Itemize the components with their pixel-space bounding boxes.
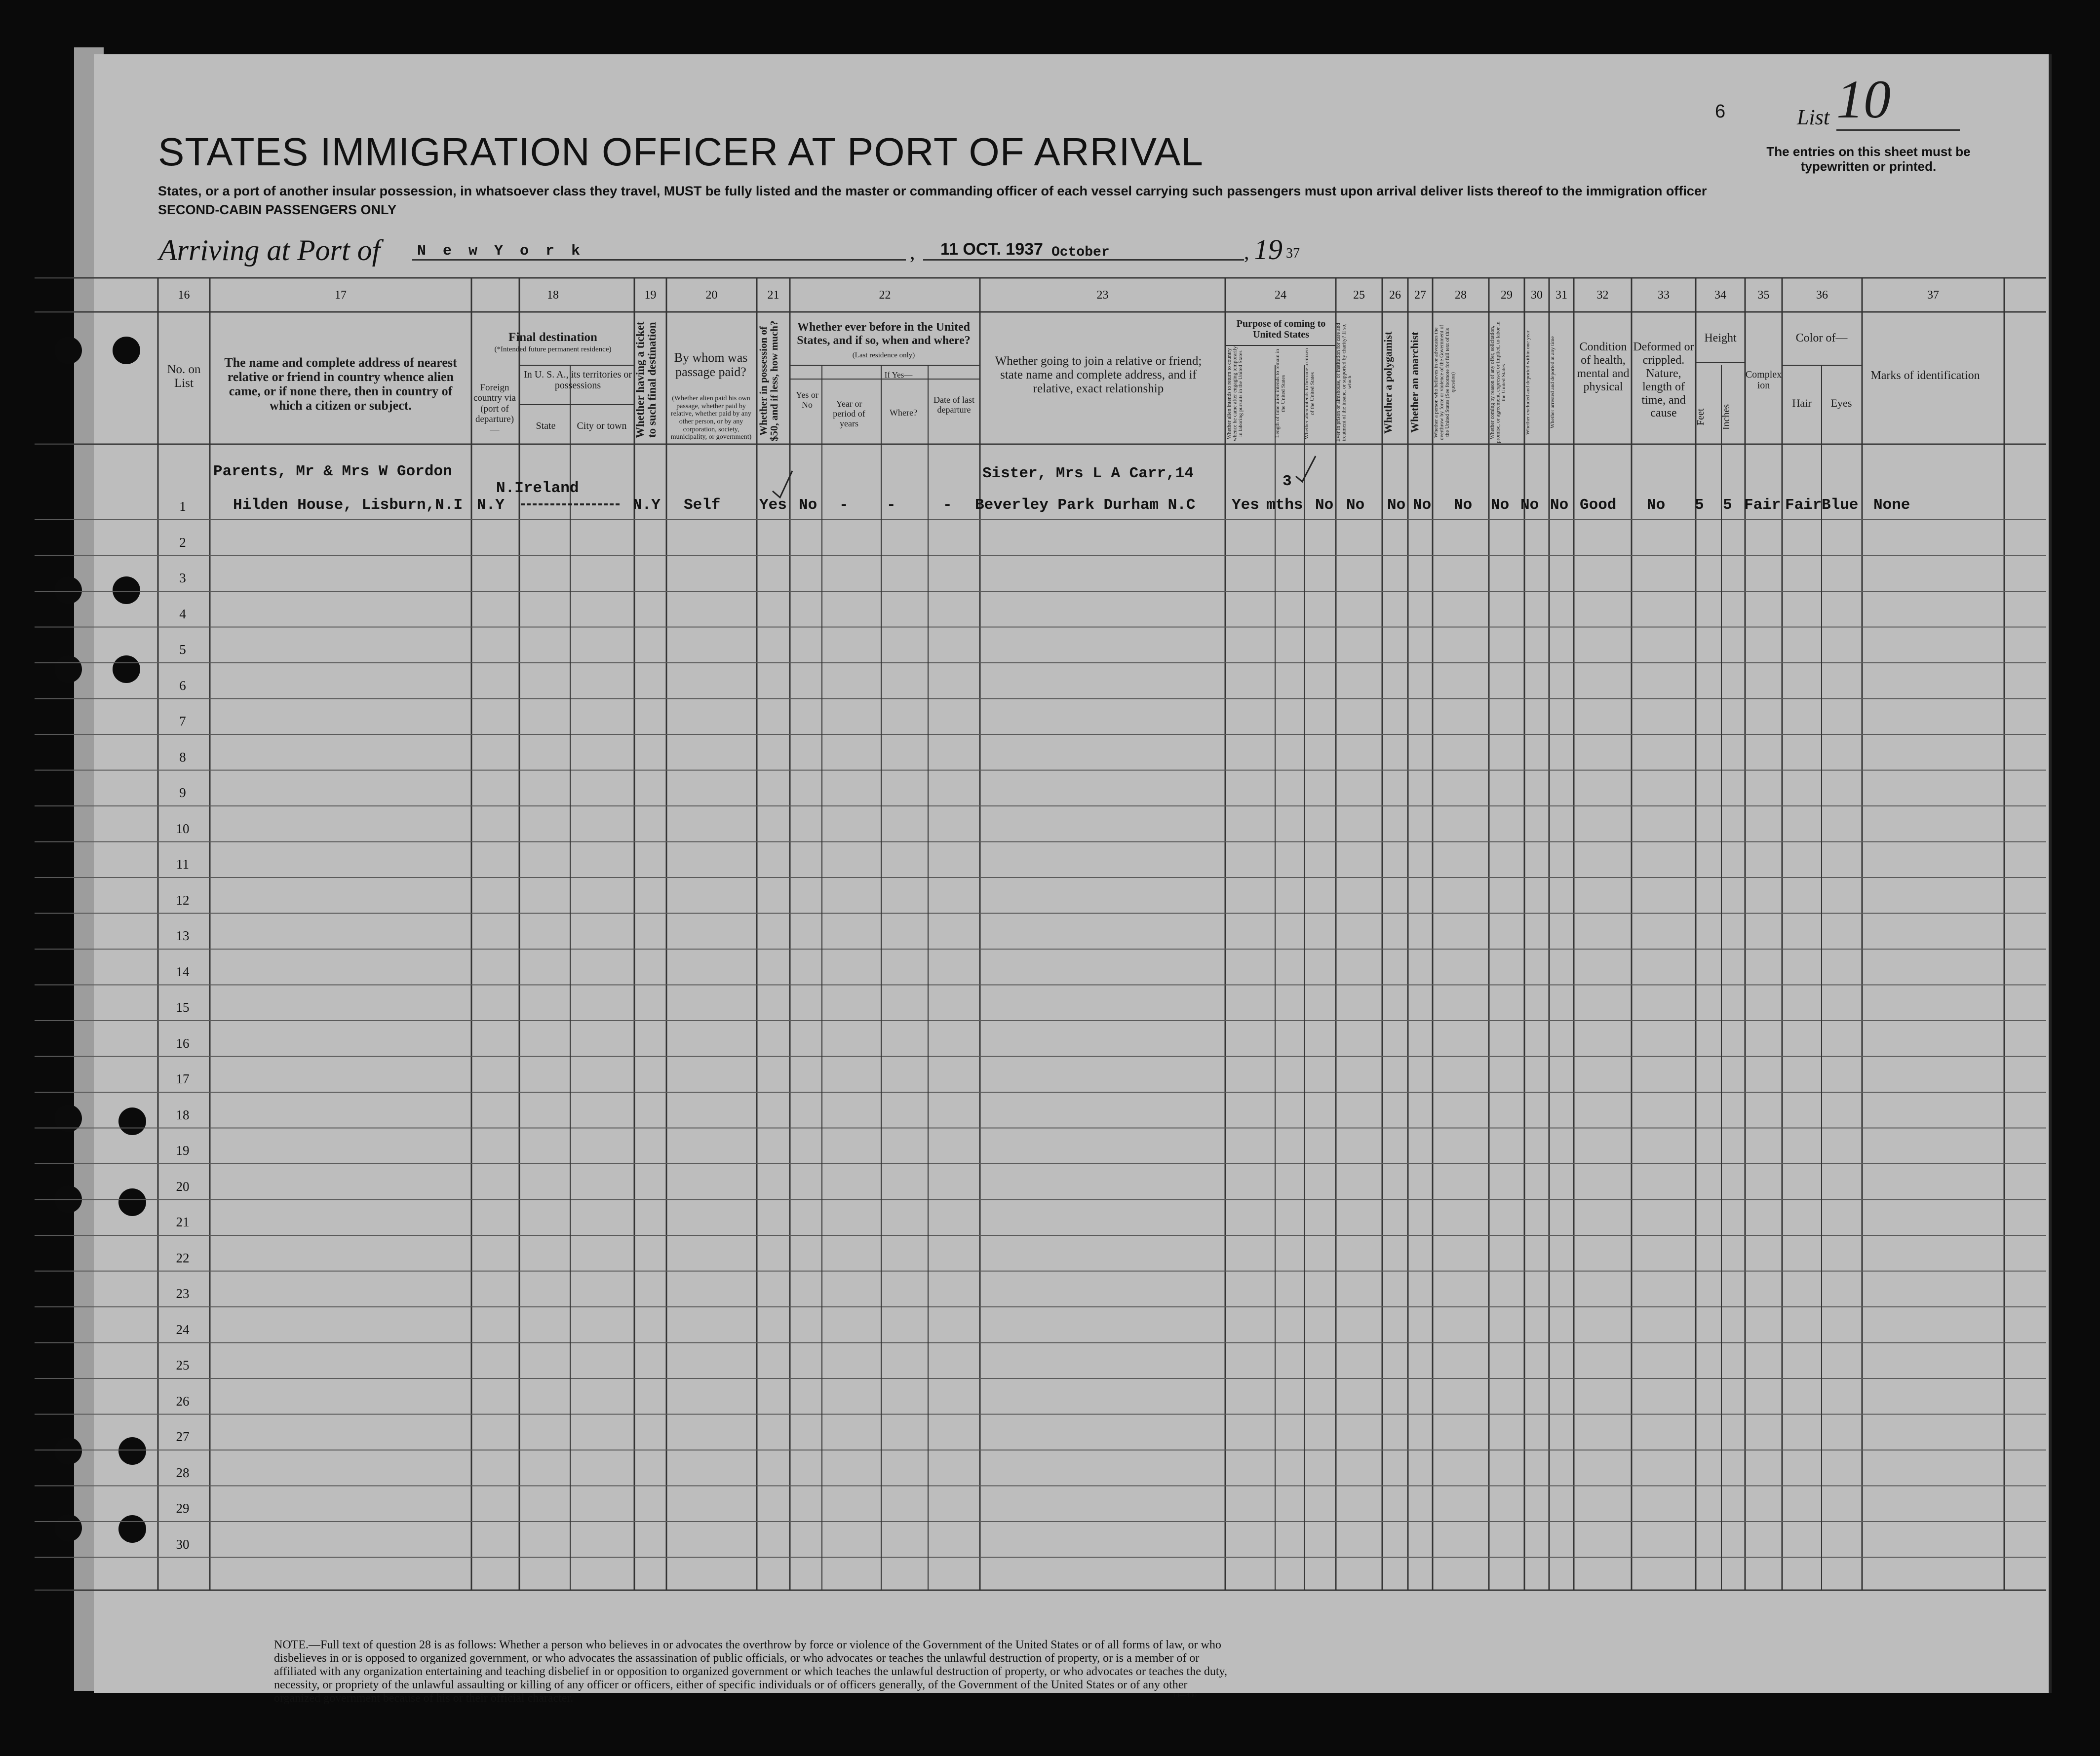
intend-citizen-value: No (1315, 496, 1334, 514)
column-number: 23 (1096, 289, 1109, 302)
row-number: 11 (176, 857, 189, 872)
excluded-value: No (1520, 496, 1539, 514)
relative-line1: Parents, Mr & Mrs W Gordon (213, 463, 452, 480)
row-number: 1 (179, 499, 186, 514)
header-polygamist: Whether a polygamist (1382, 331, 1394, 434)
row-number: 6 (179, 678, 186, 693)
row-number: 4 (179, 606, 186, 621)
polygamist-value: No (1387, 496, 1406, 514)
year-prefix: 19 (1254, 233, 1283, 266)
length-stay-value: 3 (1283, 473, 1292, 490)
header-passage-paid: By whom was passage paid? (674, 350, 748, 380)
column-number: 32 (1596, 289, 1609, 302)
port-value: N e w Y o r k (417, 243, 584, 260)
purpose-return-value: Yes (1232, 496, 1259, 514)
column-number: 30 (1531, 289, 1543, 302)
date-departure-value: - (943, 496, 952, 514)
header-eyes: Eyes (1830, 397, 1852, 409)
header-in-usa: In U. S. A., its territories or possessions (524, 369, 632, 391)
row-number: 24 (176, 1322, 190, 1337)
header-overthrow: Whether a person who believes in or advocates the overthrow by force or violence of the Government of the United States (See footnote for full text of this question) (1433, 325, 1456, 440)
column-number: 17 (335, 289, 347, 302)
row-number: 15 (176, 1000, 190, 1015)
arriving-label: Arriving at Port of (159, 234, 381, 267)
column-number: 16 (178, 289, 190, 302)
row-number: 23 (176, 1286, 190, 1301)
overthrow-value: No (1454, 496, 1473, 514)
header-offer-labor: Whether coming by reason of any offer, solicitation, promise, or agreement, expressed or implied, to labor in the United States (1489, 321, 1507, 444)
header-prison: Ever in prison or almshouse, or institution for care and treatment of the insane, or supported by charity? If so, which (1335, 323, 1353, 442)
column-number: 37 (1927, 289, 1939, 302)
row-number: 14 (176, 964, 190, 979)
marks-value: None (1873, 496, 1910, 514)
header-joining-relative: Whether going to join a relative or friend; state name and complete address, and if relative, exact relationship (995, 354, 1202, 395)
header-date-departure: Date of last departure (933, 395, 974, 415)
row-number: 25 (176, 1358, 190, 1373)
header-anarchist: Whether an anarchist (1408, 332, 1421, 433)
been-before-value: No (799, 496, 817, 514)
header-deformed: Deformed or crippled. Nature, length of time, and cause (1633, 341, 1694, 420)
list-number: 10 (1836, 69, 1891, 129)
header-nearest-relative: The name and complete address of nearest relative or friend in country whence alien came, or if none there, then in country of which a citizen or subject. (224, 355, 457, 413)
column-number: 18 (547, 289, 559, 302)
header-excluded: Whether excluded and deported within one year (1525, 330, 1531, 435)
header-health: Condition of health, mental and physical (1577, 341, 1630, 393)
header-yes-or-no: Yes or No (796, 390, 818, 410)
row-number: 17 (176, 1071, 190, 1086)
row-number: 26 (176, 1393, 190, 1409)
row-number: 22 (176, 1250, 190, 1265)
column-number: 33 (1658, 289, 1670, 302)
offer-labor-value: No (1491, 496, 1510, 514)
check-mark-icon (1293, 454, 1318, 484)
row-number: 5 (179, 642, 186, 657)
row-number: 27 (176, 1429, 190, 1444)
header-city: City or town (577, 420, 627, 431)
health-value: Good (1580, 496, 1617, 514)
row-number: 9 (179, 785, 186, 800)
row-number: 20 (176, 1179, 190, 1194)
cabin-class: SECOND-CABIN PASSENGERS ONLY (158, 202, 397, 217)
row-number: 30 (176, 1536, 190, 1552)
joining-line2: Beverley Park Durham N.C (975, 496, 1196, 514)
complexion-value: Fair (1744, 496, 1781, 514)
header-marks: Marks of identification (1870, 369, 1980, 382)
eyes-value: Blue (1822, 496, 1859, 514)
dashed-line (521, 503, 620, 505)
header-no-on-list: No. on List (167, 363, 201, 390)
row-number: 7 (179, 714, 186, 728)
column-number: 25 (1353, 289, 1365, 302)
header-foreign-country: Foreign country via (port of departure)— (473, 382, 516, 435)
row-number: 18 (176, 1107, 190, 1122)
row-number: 13 (176, 928, 190, 943)
inches-value: 5 (1723, 496, 1732, 514)
row-number: 19 (176, 1143, 190, 1158)
length-stay-unit: mths (1266, 496, 1303, 514)
header-final-destination-sub: (*Intended future permanent residence) (494, 345, 612, 353)
header-has-50: Whether in possession of $50, and if less, how much? (757, 320, 780, 442)
page-title: STATES IMMIGRATION OFFICER AT PORT OF ARRIVAL (158, 130, 1204, 174)
column-number: 21 (767, 289, 779, 302)
row-number: 21 (176, 1215, 190, 1229)
where-value: - (887, 496, 896, 514)
row-number: 29 (176, 1501, 190, 1516)
header-complexion: Complexion (1745, 369, 1782, 391)
header-final-destination: Final destination (508, 331, 597, 344)
instruction-text: States, or a port of another insular possession, in whatsoever class they travel, MUST be fully listed and the master or commanding officer of each vessel carrying such passengers must upon arrival deliver lists thereof to the immigration officer (158, 184, 1707, 198)
header-passage-paid-sub: (Whether alien paid his own passage, whether paid by relative, whether paid by any other person, or by any corporation, society, municipality, or government) (670, 395, 752, 441)
list-label: List (1797, 105, 1830, 129)
header-year-period: Year or period of years (833, 399, 865, 429)
year-period-value: - (839, 496, 849, 514)
row-number: 8 (179, 749, 186, 764)
check-mark-icon (770, 469, 795, 498)
comma: , (910, 241, 915, 264)
header-where: Where? (890, 408, 917, 418)
paid-by-value: Self (684, 496, 721, 514)
column-number: 26 (1389, 289, 1401, 302)
header-purpose-citizen: Whether alien intends to become a citizen of the United States (1304, 348, 1316, 439)
year-suffix: 37 (1286, 246, 1300, 261)
column-number: 31 (1556, 289, 1567, 302)
header-color: Color of— (1795, 332, 1848, 344)
hair-value: Fair (1785, 496, 1822, 514)
row-number: 10 (176, 821, 190, 836)
deformed-value: No (1647, 496, 1666, 514)
prison-value: No (1346, 496, 1365, 514)
column-number: 35 (1757, 289, 1770, 302)
joining-line1: Sister, Mrs L A Carr,14 (982, 465, 1194, 482)
entries-note: The entries on this sheet must be typewritten or printed. (1766, 144, 1971, 174)
row-number: 28 (176, 1465, 190, 1480)
row-number: 3 (179, 571, 186, 585)
column-number: 27 (1414, 289, 1426, 302)
state-value: N.Y (633, 496, 661, 514)
sheet-number: 6 (1715, 101, 1726, 122)
date-stamp: 11 OCT. 1937 (940, 240, 1043, 259)
column-number: 22 (879, 289, 891, 302)
header-purpose-length: Length of time alien intends to remain in the United States (1275, 349, 1286, 438)
column-number: 24 (1275, 289, 1286, 302)
comma: , (1244, 241, 1249, 264)
column-number: 29 (1501, 289, 1513, 302)
column-number: 20 (705, 289, 718, 302)
header-ever-before: Whether ever before in the United States, and if so, when and where? (797, 321, 971, 347)
header-height: Height (1704, 332, 1737, 344)
header-purpose-return: Whether alien intends to return to country whence he came after engaging temporarily in laboring pursuits in the United States (1226, 346, 1244, 441)
column-number: 34 (1714, 289, 1726, 302)
feet-value: 5 (1695, 496, 1704, 514)
header-ticket: Whether having a ticket to such final destination (634, 321, 659, 439)
header-inches: Inches (1721, 404, 1732, 430)
header-purpose: Purpose of coming to United States (1236, 318, 1326, 341)
form-number: 14—430 (1172, 1692, 1197, 1699)
column-number: 36 (1816, 289, 1828, 302)
header-hair: Hair (1792, 397, 1812, 409)
header-arrested: Whether arrested and deported at any time (1550, 336, 1556, 429)
column-number: 28 (1455, 289, 1467, 302)
relative-line2: Hilden House, Lisburn,N.I (233, 496, 463, 514)
foreign-country-line2: N.Y (477, 496, 505, 514)
row-number: 2 (179, 534, 186, 550)
header-ever-before-sub: (Last residence only) (852, 351, 915, 359)
foreign-country: N.Ireland (496, 480, 579, 497)
arrested-value: No (1550, 496, 1569, 514)
header-state: State (536, 420, 556, 431)
anarchist-value: No (1413, 496, 1432, 514)
header-feet: Feet (1695, 408, 1706, 426)
column-number: 19 (644, 289, 657, 302)
row-number: 16 (176, 1035, 190, 1051)
month-value: October (1051, 245, 1110, 260)
has-50-value: Yes (759, 496, 787, 514)
row-number: 12 (176, 892, 190, 908)
footnote: NOTE.—Full text of question 28 is as follows: Whether a person who believes in or advocates the overthrow by force or violence of the Government of the United States or of all forms of law, or who disbelieves in or is opposed to organized government, or who advocates the assassination of public officials, or who advocates or teaches the unlawful destruction of property, or is a member of or affiliated with any organization entertaining and teaching disbelief in or opposition to organized government or which teaches the unlawful destruction of property, or who advocates or teaches the duty, necessity, or propriety of the unlawful assaulting or killing of any officer or officers, either of specific individuals or of officers generally, of the Government of the United States or of any other organized government because of his or their official character. (274, 1639, 1227, 1705)
header-if-yes: If Yes— (884, 370, 913, 380)
